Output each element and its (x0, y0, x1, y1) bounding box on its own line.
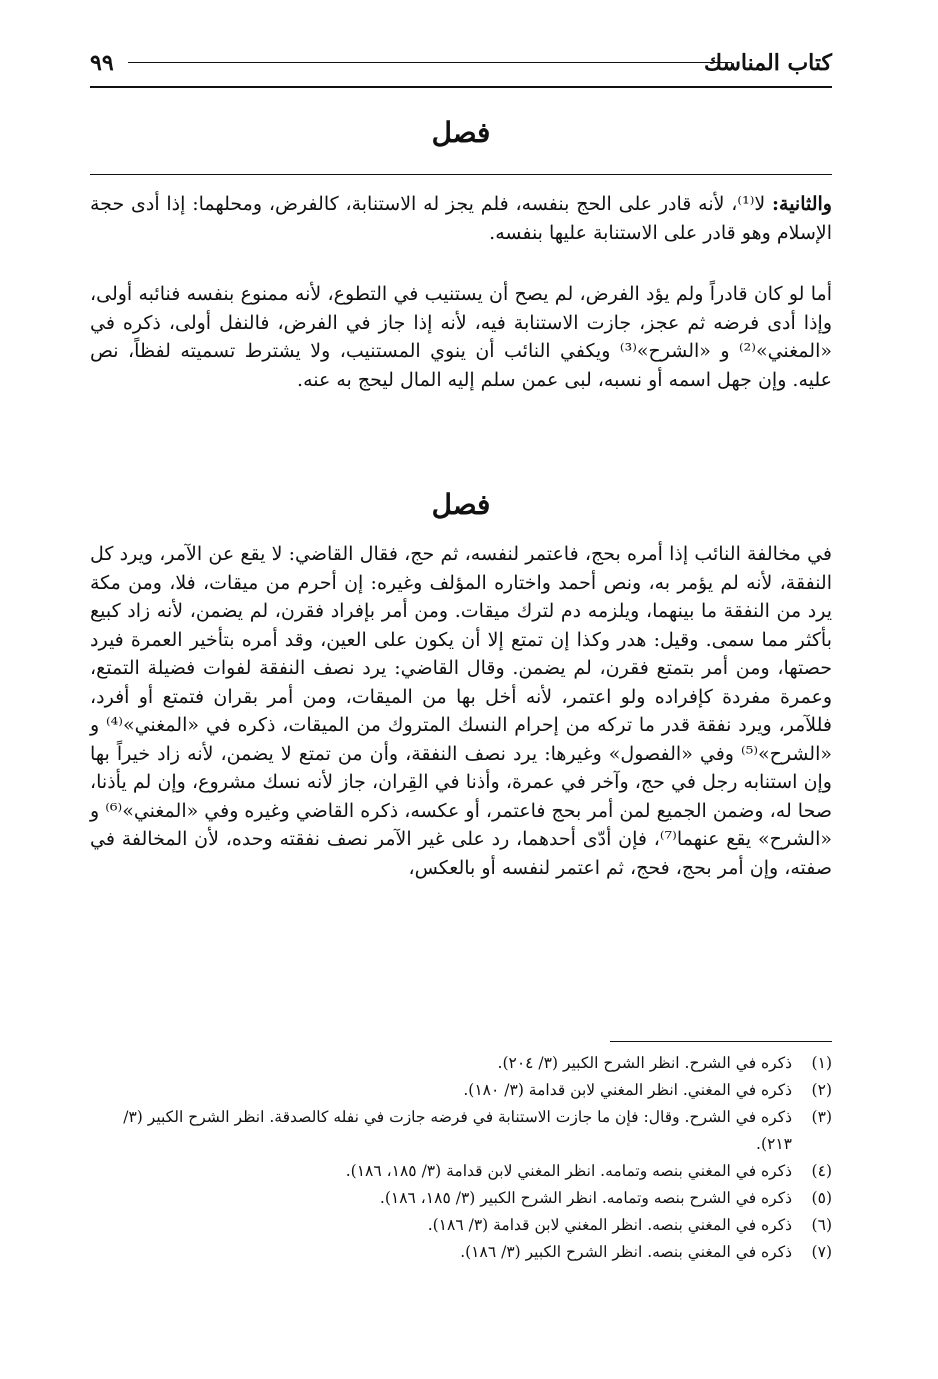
footnote (90, 1185, 832, 1212)
footnote-text: ذكره في المغني بنصه وتمامه. انظر المغني لابن قدامة (٣/ ١٨٥، ١٨٦). (345, 1162, 792, 1180)
footnote-text: ذكره في المغني بنصه. انظر الشرح الكبير (٣/ ١٨٦). (460, 1243, 792, 1261)
section-title: فصل (431, 488, 491, 521)
paragraph-text: في مخالفة النائب إذا أمره بحج، فاعتمر لنفسه، ثم حج، فقال القاضي: لا يقع عن الآمر، ويرد كل النفقة، لأنه لم يؤمر به، ونص أحمد واختاره المؤلف وغيره: إن أحرم من ميقات، فلا، ومن مكة يرد من النفقة ما بينهما، ويلزمه دم لترك ميقات. ومن أمر بإفراد فقرن، لم يضمن، لأنه زاد كبيع بأكثر مما سمى. وقيل: هدر وكذا إن تمتع إلا أن يكون على العين، وقد أمره بتأخير العمرة فيرد حصتها، ومن أمر بتمتع فقرن، لم يضمن. وقال القاضي: يرد نصف النفقة لفوات فضيلة التمتع، وعمرة مفردة كإفراده ولو اعتمر، لأنه أخل بها من الميقات، ومن أمر بقران فتمتع أو أفرد، فللآمر، ويرد نفقة قدر ما تركه من إحرام النسك المتروك من الميقات، ذكره في «المغني»⁽⁴⁾ و «الشرح»⁽⁵⁾ وفي «الفصول» وغيرها: يرد نصف النفقة، وأن من تمتع لا يضمن، لأنه زاد خيراً بها وإن استنابه رجل في حج، وآخر في عمرة، وأذنا في القِران، جاز لأنه نسك مشروع، وإن لم يأذنا، صحا له، وضمن الجميع لمن أمر بحج فاعتمر، أو عكسه، ذكره القاضي وغيره وفي «المغني»⁽⁶⁾ و «الشرح» يقع عنهما⁽⁷⁾، فإن أدّى أحدهما، رد على غير الآمر نصف نفقته وحده، لأن المخالفة في صفته، وإن أمر بحج، فحج، ثم اعتمر لنفسه أو بالعكس، (90, 543, 833, 879)
footnote (90, 1050, 832, 1077)
section-rule (90, 174, 832, 175)
paragraph-text: أما لو كان قادراً ولم يؤد الفرض، لم يصح أن يستنيب في التطوع، لأنه ممنوع بنفسه فنائبه أولى، وإذا أدى فرضه ثم عجز، جازت الاستنابة فيه، لأنه إذا جاز في الفرض، فالنفل أولى، ذكره في «المغني»⁽²⁾ و «الشرح»⁽³⁾ ويكفي النائب أن ينوي المستنيب، ولا يشترط تسميته لفظاً، نص عليه. وإن جهل اسمه أو نسبه، لبى عمن سلم إليه المال ليحج به عنه. (90, 283, 832, 391)
footnote-number: (٥) (811, 1189, 832, 1207)
footnote-text: ذكره في المغني. انظر المغني لابن قدامة (٣/ ١٨٠). (463, 1081, 792, 1099)
footnote-number: (٢) (811, 1081, 832, 1099)
footnote-text: ذكره في الشرح بنصه وتمامه. انظر الشرح الكبير (٣/ ١٨٥، ١٨٦). (379, 1189, 792, 1207)
footnote (90, 1158, 832, 1185)
page-header (90, 46, 832, 88)
footnote-text: ذكره في الشرح. انظر الشرح الكبير (٣/ ٢٠٤). (497, 1054, 792, 1072)
footnote-text: ذكره في الشرح. وقال: فإن ما جازت الاستنابة في فرضه جازت في نفله كالصدقة. انظر الشرح الكبير (٣/ ٢١٣). (123, 1108, 792, 1153)
paragraph-text: لا⁽¹⁾، لأنه قادر على الحج بنفسه، فلم يجز له الاستنابة، كالفرض، ومحلهما: إذا أدى حجة الإسلام وهو قادر على الاستنابة عليها بنفسه. (90, 193, 832, 244)
footnote-number: (٦) (811, 1216, 832, 1234)
book-page (90, 0, 832, 1379)
footnote (90, 1239, 832, 1266)
footnote-rule (610, 1041, 832, 1042)
section-title: فصل (431, 116, 491, 149)
footnote-number: (٤) (811, 1162, 832, 1180)
header-rule (128, 62, 732, 63)
footnote-number: (٧) (811, 1243, 832, 1261)
footnote (90, 1104, 832, 1158)
paragraph (90, 190, 832, 247)
paragraph (90, 540, 832, 882)
footnote-text: ذكره في المغني بنصه. انظر المغني لابن قدامة (٣/ ١٨٦). (427, 1216, 792, 1234)
page-number: ٩٩ (90, 50, 114, 76)
footnote-number: (٣) (811, 1108, 832, 1126)
paragraph-lead: والثانية: (772, 193, 832, 215)
running-title: كتاب المناسك (703, 50, 832, 76)
footnote (90, 1212, 832, 1239)
paragraph (90, 280, 832, 394)
footnote (90, 1077, 832, 1104)
footnotes (90, 1050, 832, 1266)
footnote-number: (١) (811, 1054, 832, 1072)
